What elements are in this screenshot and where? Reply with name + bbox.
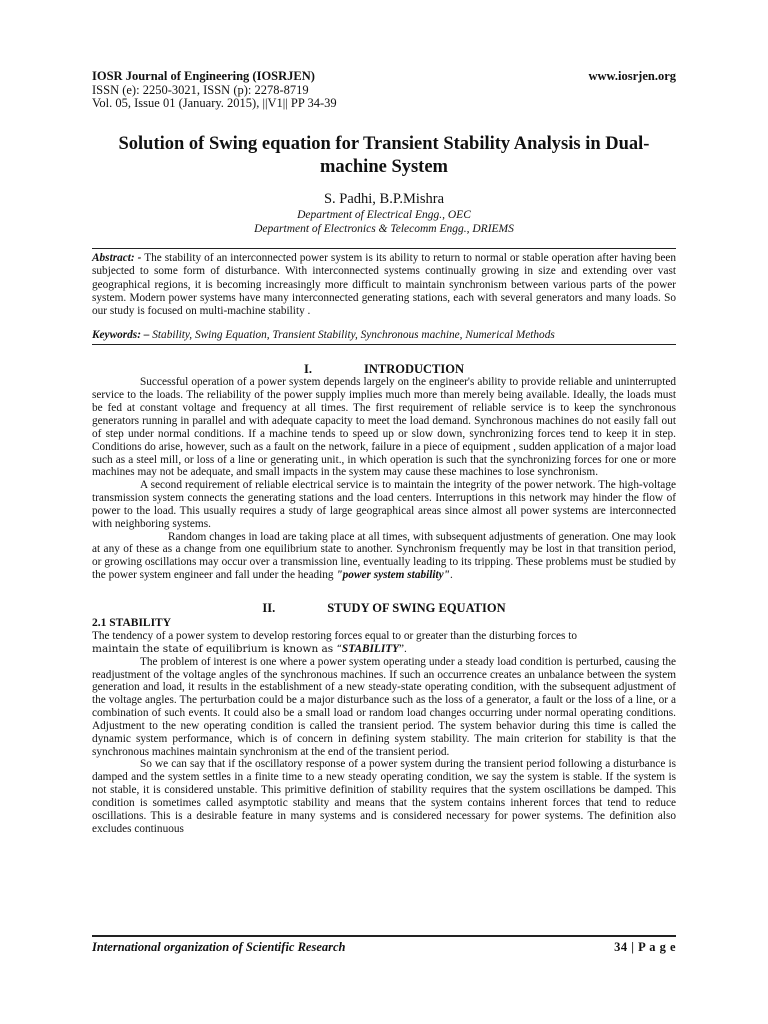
abstract-text: The stability of an interconnected power system is its ability to return to normal or stable operation after having been subjected to some form of disturbance. With interconnected systems continually growing in size and extending over vast geographical regions, it is becoming increasingly more difficult to maintain synchronism between various parts of the power system. Modern power systems have many interconnected generating stations, each with several generators and many loads. So our study is focused on multi-machine stability . <box>92 252 676 318</box>
journal-issn: ISSN (e): 2250-3021, ISSN (p): 2278-8719 <box>92 83 309 97</box>
journal-header <box>92 69 676 84</box>
intro-paragraph-1: Successful operation of a power system depends largely on the engineer's ability to provide reliable and uninterrupted service to the loads. The reliability of the power supply implies much more than merely being available. Ideally, the loads must be fed at constant voltage and frequency at all times. The first requirement of reliable service is to keep the synchronous generators running in parallel and with adequate capacity to meet the load demand. Synchronous machines do not easily fall out of step under normal conditions. If a machine tends to speed up or slow down, synchronizing forces tend to keep it in step. Conditions do arise, however, such as a fault on the network, failure in a piece of equipment , sudden application of a major load such as a steel mill, or loss of a line or generating unit., in which operation is such that the synchronizing forces for one or more machines may not be adequate, and small impacts in the system may cause these machines to lose synchronism. <box>92 376 676 479</box>
intro-paragraph-3 <box>92 531 676 582</box>
stability-paragraph-2: So we can say that if the oscillatory response of a power system during the transient period following a disturbance is damped and the system settles in a finite time to a new steady operating condition, we say the system is stable. If the system is not stable, it is considered unstable. This primitive definition of stability requires that the system oscillations be damped. This condition is sometimes called asymptotic stability and means that the system contains inherent forces that tend to reduce oscillations. This is a desirable feature in many systems and is considered necessary for power systems. The definition also excludes continuous <box>92 758 676 835</box>
intro-paragraph-3-emphasis: "power system stability" <box>336 569 450 582</box>
stability-definition-end: ”. <box>399 642 407 655</box>
affiliation-2: Department of Electronics & Telecomm Engg., DRIEMS <box>254 223 514 235</box>
intro-paragraph-3-text: Random changes in load are taking place at all times, with subsequent adjustments of generation. One may look at any of these as a change from one equilibrium state to another. Synchronism frequently may be lost in that transition period, or growing oscillations may occur over a transmission line, eventually leading to its tripping. These problems must be studied by the power system engineer and fall under the heading <box>92 530 676 582</box>
subsection-heading-stability: 2.1 STABILITY <box>92 616 172 629</box>
stability-definition-line-2 <box>92 643 676 656</box>
affiliation-1: Department of Electrical Engg., OEC <box>297 209 471 221</box>
page-number: 34 | P a g e <box>614 940 676 954</box>
section-number: I. <box>303 362 312 377</box>
footer-organization: International organization of Scientific Research <box>92 940 346 954</box>
abstract-label: Abstract: - <box>92 252 142 264</box>
section-number: II. <box>262 600 276 615</box>
paper-authors: S. Padhi, B.P.Mishra <box>323 191 445 207</box>
section-title: INTRODUCTION <box>363 362 464 377</box>
stability-definition-text: maintain the state of equilibrium is known as “ <box>92 642 342 655</box>
section-heading-introduction <box>92 362 676 376</box>
paper-title: Solution of Swing equation for Transient Stability Analysis in Dual-machine System <box>118 134 650 177</box>
intro-paragraph-2: A second requirement of reliable electrical service is to maintain the integrity of the power network. The high-voltage transmission system connects the generating stations and the load centers. Interruptions in this network may hinder the flow of power to the load. This usually requires a study of large geographical areas since almost all power systems are interconnected with neighboring systems. <box>92 479 676 530</box>
section-title: STUDY OF SWING EQUATION <box>327 600 506 615</box>
stability-paragraph-1: The problem of interest is one where a power system operating under a steady load condition is perturbed, causing the readjustment of the voltage angles of the synchronous machines. If such an occurrence creates an unbalance between the system generation and load, it results in the establishment of a new steady-state operating condition, with the subsequent adjustment of the voltage angles. The perturbation could be a major disturbance such as the loss of a generator, a fault or the loss of a line, or a combination of such events. It could also be a small load or random load changes occurring under normal operating conditions. Adjustment to the new operating condition is called the transient period. The system behavior during this time is called the dynamic system performance, which is of concern in defining system stability. The main criterion for stability is that the synchronous machines maintain synchronism at the end of the transient period. <box>92 655 676 758</box>
intro-paragraph-3-end: . <box>449 569 453 582</box>
stability-definition-emphasis: STABILITY <box>341 642 400 655</box>
journal-volume: Vol. 05, Issue 01 (January. 2015), ||V1|| PP 34-39 <box>92 96 337 110</box>
section-heading-swing-equation <box>92 601 676 615</box>
journal-website: www.iosrjen.org <box>588 69 676 83</box>
keywords-label: Keywords: – <box>92 329 150 342</box>
journal-name: IOSR Journal of Engineering (IOSRJEN) <box>92 69 315 83</box>
page-footer <box>92 935 676 955</box>
keywords-text: Stability, Swing Equation, Transient Stability, Synchronous machine, Numerical Methods <box>149 329 555 342</box>
keywords <box>92 329 676 345</box>
stability-definition-line-1: The tendency of a power system to develop restoring forces equal to or greater than the disturbing forces to <box>92 629 577 642</box>
page-content <box>92 69 676 835</box>
abstract <box>92 248 676 318</box>
